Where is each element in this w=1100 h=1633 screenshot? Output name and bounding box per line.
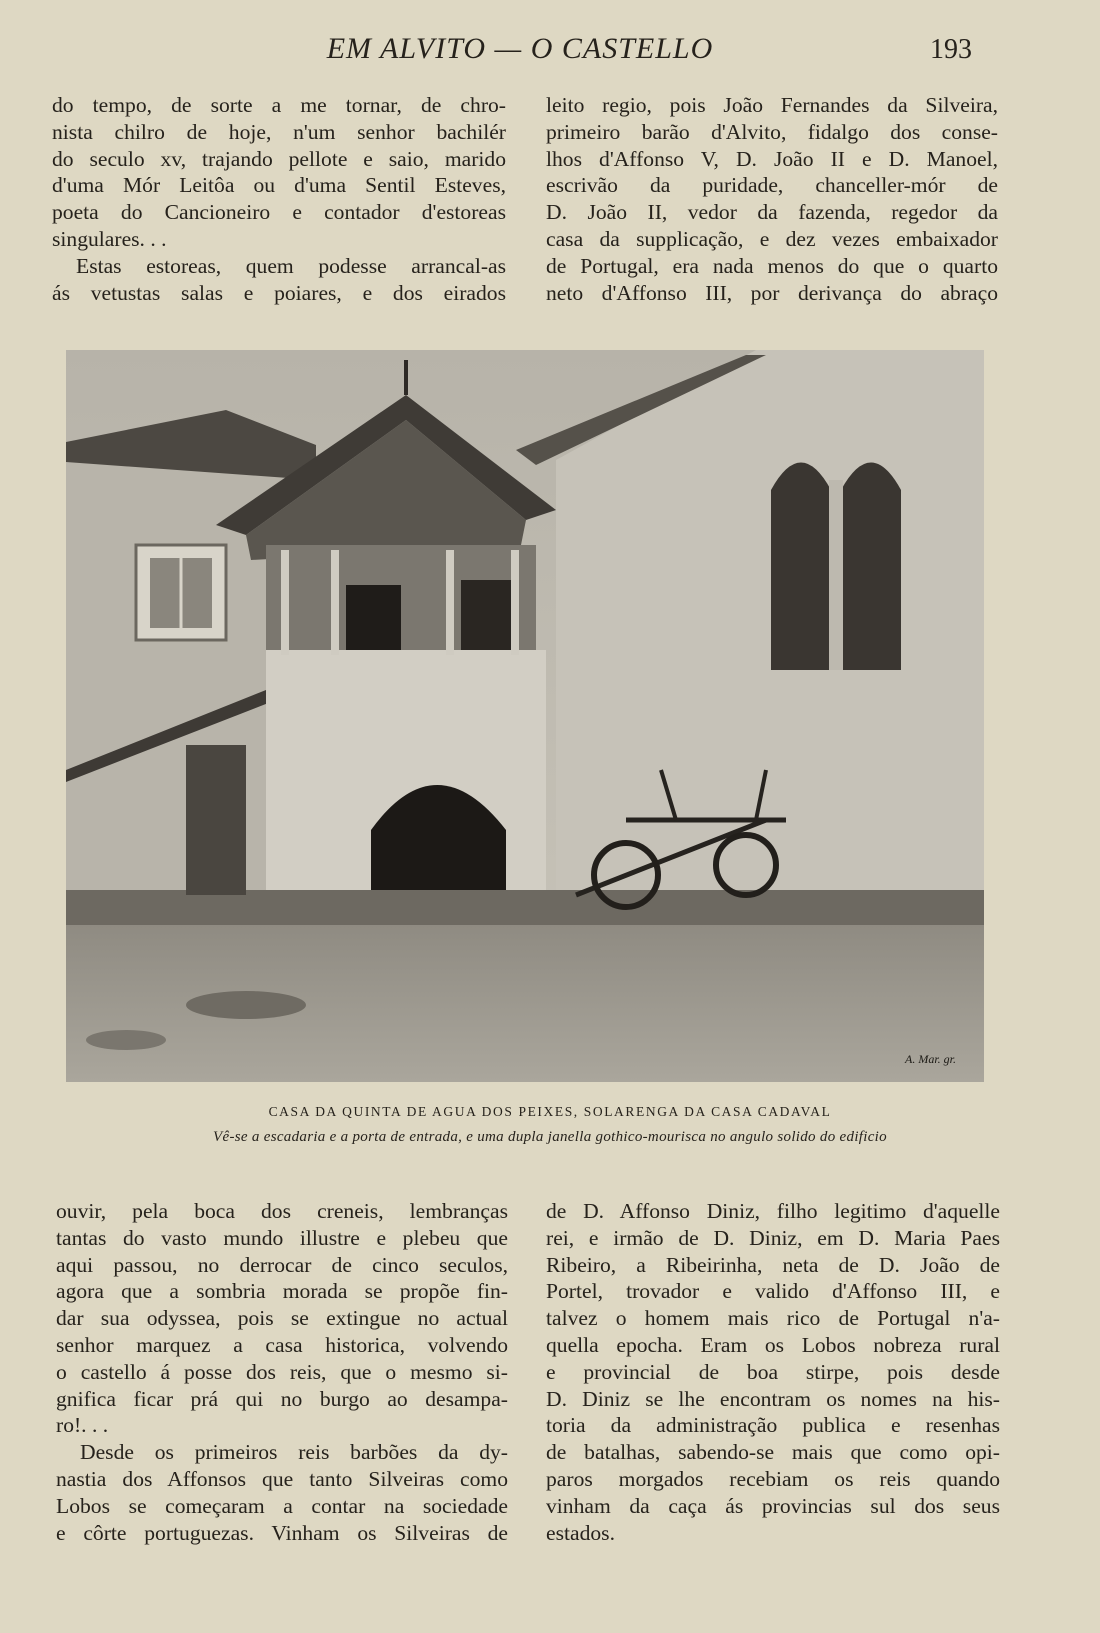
text-line: toria da administração publica e resenhas bbox=[546, 1413, 1000, 1438]
text-line: senhor marquez a casa historica, volvendo bbox=[56, 1332, 508, 1357]
text-line: quella epocha. Eram os Lobos nobreza rural bbox=[546, 1332, 1000, 1357]
side-opening bbox=[461, 580, 511, 650]
text-line: de Portugal, era nada menos do que o quarto bbox=[546, 253, 998, 278]
text-line: talvez o homem mais rico de Portugal n'a- bbox=[546, 1306, 1000, 1331]
text-line: do tempo, de sorte a me tornar, de chro- bbox=[52, 93, 506, 117]
wall-base bbox=[66, 890, 984, 930]
window-mullion bbox=[829, 480, 843, 670]
text-line: do seculo xv, trajando pellote e saio, marido bbox=[52, 146, 506, 171]
caption-subtitle: Vê-se a escadaria e a porta de entrada, e uma dupla janella gothico-mourisca no angulo solido do edificio bbox=[213, 1129, 887, 1145]
text-line: casa da supplicação, e dez vezes embaixador bbox=[546, 226, 998, 251]
text-line: o castello á posse dos reis, que o mesmo si- bbox=[56, 1359, 508, 1384]
text-line: tantas do vasto mundo illustre e plebeu que bbox=[56, 1225, 508, 1250]
manor-house-illustration bbox=[66, 350, 984, 1082]
text-line: singulares. . . bbox=[52, 226, 167, 251]
text-line: dar sua odyssea, pois se extingue no actual bbox=[56, 1306, 508, 1331]
text-line: D. João II, vedor da fazenda, regedor da bbox=[546, 200, 998, 225]
text-line: Estas estoreas, quem podesse arrancal-as bbox=[76, 253, 506, 278]
text-line: paros morgados recebiam os reis quando bbox=[546, 1466, 1000, 1491]
text-line: aqui passou, no derrocar de cinco seculos, bbox=[56, 1252, 508, 1277]
text-line: lhos d'Affonso V, D. João II e D. Manoel, bbox=[546, 146, 998, 171]
text-column-bottom-right bbox=[546, 1198, 1000, 1546]
halftone-photograph bbox=[66, 350, 984, 1082]
text-line: neto d'Affonso III, por derivança do abraço bbox=[546, 280, 998, 305]
text-line: primeiro barão d'Alvito, fidalgo dos conse- bbox=[546, 119, 998, 144]
running-title: EM ALVITO — O CASTELLO bbox=[326, 32, 714, 65]
text-line: Ribeiro, a Ribeirinha, neta de D. João de bbox=[546, 1252, 1000, 1277]
text-line: vinham da caça ás provincias sul dos seus bbox=[546, 1493, 1000, 1518]
text-line: ro!. . . bbox=[56, 1413, 109, 1438]
leaning-board bbox=[186, 745, 246, 895]
text-line: d'uma Mór Leitôa ou d'uma Sentil Esteves, bbox=[52, 173, 506, 198]
text-line: Portel, trovador e valido d'Affonso III, e bbox=[546, 1279, 1000, 1304]
page-number: 193 bbox=[930, 34, 972, 65]
text-line: escrivão da puridade, chanceller-mór de bbox=[546, 173, 998, 198]
gothic-window-right bbox=[841, 463, 901, 671]
text-line: leito regio, pois João Fernandes da Silveira, bbox=[546, 93, 998, 117]
text-line: poeta do Cancioneiro e contador d'estoreas bbox=[52, 200, 506, 225]
text-line: agora que a sombria morada se propõe fin- bbox=[56, 1279, 508, 1304]
text-line: de batalhas, sabendo-se mais que como opi- bbox=[546, 1440, 1000, 1465]
text-line: ouvir, pela boca dos creneis, lembranças bbox=[56, 1199, 508, 1223]
text-line: e provincial de boa stirpe, pois desde bbox=[546, 1359, 1000, 1384]
text-column-top-left bbox=[52, 92, 506, 306]
text-line: de D. Affonso Diniz, filho legitimo d'aquelle bbox=[546, 1199, 1000, 1223]
page-header bbox=[0, 28, 1100, 72]
text-line: nastia dos Affonsos que tanto Silveiras como bbox=[56, 1466, 508, 1491]
caption-title: CASA DA QUINTA DE AGUA DOS PEIXES, SOLARENGA DA CASA CADAVAL bbox=[268, 1104, 832, 1119]
entrance-door bbox=[346, 585, 401, 650]
text-line: nista chilro de hoje, n'um senhor bachilér bbox=[52, 119, 506, 144]
text-line: estados. bbox=[546, 1520, 615, 1545]
text-line: Desde os primeiros reis barbões da dy- bbox=[80, 1440, 508, 1465]
text-line: e côrte portuguezas. Vinham os Silveiras de bbox=[56, 1520, 508, 1545]
text-line: rei, e irmão de D. Diniz, em D. Maria Paes bbox=[546, 1225, 1000, 1250]
text-column-bottom-left bbox=[56, 1198, 508, 1546]
stone bbox=[86, 1030, 166, 1050]
text-line: D. Diniz se lhe encontram os nomes na his- bbox=[546, 1386, 1000, 1411]
right-wall bbox=[556, 350, 984, 950]
engraver-signature: A. Mar. gr. bbox=[905, 1052, 957, 1066]
gothic-window-left bbox=[771, 463, 831, 671]
stone bbox=[186, 991, 306, 1019]
text-line: gnifica ficar prá qui no burgo ao desampa- bbox=[56, 1386, 508, 1411]
text-column-top-right bbox=[546, 92, 998, 306]
text-line: Lobos se começaram a contar na sociedade bbox=[56, 1493, 508, 1518]
text-line: ás vetustas salas e poiares, e dos eirados bbox=[52, 280, 506, 305]
